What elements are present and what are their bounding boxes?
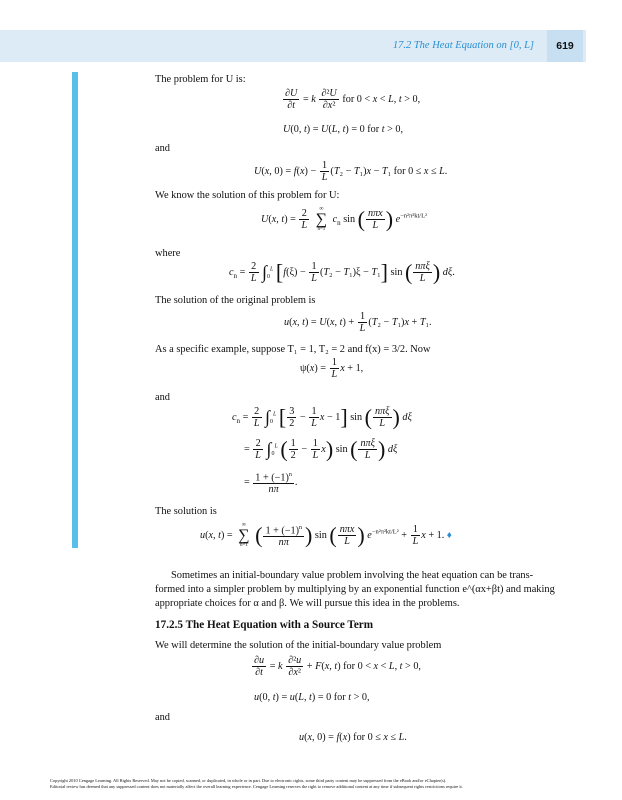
text-and-1: and bbox=[155, 143, 171, 154]
equation-cn-example-3: = $\frac{1 + (-1)^n}{n\pi}$ . bbox=[244, 472, 298, 496]
equation-coefficient-cn: $c_n$ = $\frac{2}{L}$ $\int_0^L$ [f(ξ) − $\frac{1}{L}$ (T₂ − T₁)ξ − T₁] sin ( $\frac{\text{nπξ}}{L}$ ) dξ. bbox=[229, 259, 455, 285]
text-solution-original: The solution of the original problem is bbox=[155, 295, 316, 306]
text-we-know: We know the solution of this problem for U: bbox=[155, 190, 340, 201]
paragraph-line-2: formed into a simpler problem by multiplying by an exponential function e^(αx+βt) and making bbox=[155, 584, 555, 595]
equation-cn-example-2: = $\frac{2}{L}$ $\int_0^L$ ( $\frac{1}{2}$ − $\frac{1}{L}$ x) sin ( $\frac{\text{nπξ}}{L}$ ) dξ bbox=[244, 436, 398, 462]
text-solution-is: The solution is bbox=[155, 506, 217, 517]
equation-series-u: U(x, t) = $\frac{2}{L}$ ∞ ∑ n=1 $c_n$ sin ( $\frac{\text{nπx}}{L}$ ) $e^{-n^2\pi^2kt/L^2}$ bbox=[261, 206, 428, 232]
page-number: 619 bbox=[556, 40, 574, 52]
equation-initial-source: u(x, 0) = f(x) for 0 ≤ x ≤ L. bbox=[299, 732, 407, 743]
text-and-3: and bbox=[155, 712, 171, 723]
equation-final-solution: u(x, t) = ∞ ∑ n=1 ( $\frac{1 + (-1)^n}{n\pi}$ ) sin ( $\frac{\text{nπx}}{L}$ ) $e^{-n^2\pi^2kt/L^2}$ + $\frac{1}{L}$ x + 1. ♦ bbox=[200, 522, 452, 549]
text-determine: We will determine the solution of the initial-boundary value problem bbox=[155, 640, 442, 651]
text-problem-for-u: The problem for U is: bbox=[155, 74, 246, 85]
equation-u-solution: u(x, t) = U(x, t) + $\frac{1}{L}$ (T₂ − T₁)x + T₁. bbox=[284, 311, 432, 334]
equation-boundary-source: u(0, t) = u(L, t) = 0 for t > 0, bbox=[254, 692, 370, 703]
equation-cn-example-1: $c_n$ = $\frac{2}{L}$ $\int_0^L$ [ $\frac{3}{2}$ − $\frac{1}{L}$ x − 1] sin ( $\frac{\text{nπξ}}{L}$ ) dξ bbox=[232, 404, 412, 430]
running-header: 17.2 The Heat Equation on [0, L] bbox=[392, 40, 534, 51]
equation-heat-source: $\frac{\partial u}{\partial t}$ = k $\frac{\text{∂²u}}{\text{∂x²}}$ + F(x, t) for 0 < x < L, t > 0, bbox=[254, 655, 421, 678]
text-specific-example: As a specific example, suppose T₁ = 1, T₂ = 2 and f(x) = 3/2. Now bbox=[155, 344, 431, 355]
text-and-2: and bbox=[155, 392, 171, 403]
text-where: where bbox=[155, 248, 181, 259]
footer-line-2: Editorial review has deemed that any suppressed content does not materially affect the overall learning experience. Cengage Learning reserves the right to remove additional content at any time if subsequent rights restrictions require it. bbox=[50, 784, 463, 789]
example-sidebar-bar bbox=[72, 72, 78, 548]
paragraph-line-3: appropriate choices for α and β. We will pursue this idea in the problems. bbox=[155, 598, 460, 609]
end-of-example-diamond-icon: ♦ bbox=[446, 529, 452, 541]
equation-psi: ψ(x) = $\frac{1}{L}$ x + 1, bbox=[300, 357, 364, 380]
copyright-footer bbox=[50, 778, 463, 790]
paragraph-line-1: Sometimes an initial-boundary value problem involving the heat equation can be trans- bbox=[171, 570, 534, 581]
equation-heat-u: $\frac{\partial U}{\partial t}$ = k $\frac{\text{∂²U}}{\text{∂x²}}$ for 0 < x < L, t > 0, bbox=[285, 88, 421, 111]
equation-initial-u: U(x, 0) = f(x) − $\frac{1}{L}$ (T₂ − T₁)x − T₁ for 0 ≤ x ≤ L. bbox=[254, 160, 448, 183]
section-heading: 17.2.5 The Heat Equation with a Source Term bbox=[155, 619, 374, 631]
equation-boundary-u: U(0, t) = U(L, t) = 0 for t > 0, bbox=[283, 124, 404, 135]
footer-line-1: Copyright 2010 Cengage Learning. All Rights Reserved. May not be copied, scanned, or duplicated, in whole or in part. Due to electronic rights, some third party content may be suppressed from the eBook and/or eChapter(s). bbox=[50, 778, 447, 783]
